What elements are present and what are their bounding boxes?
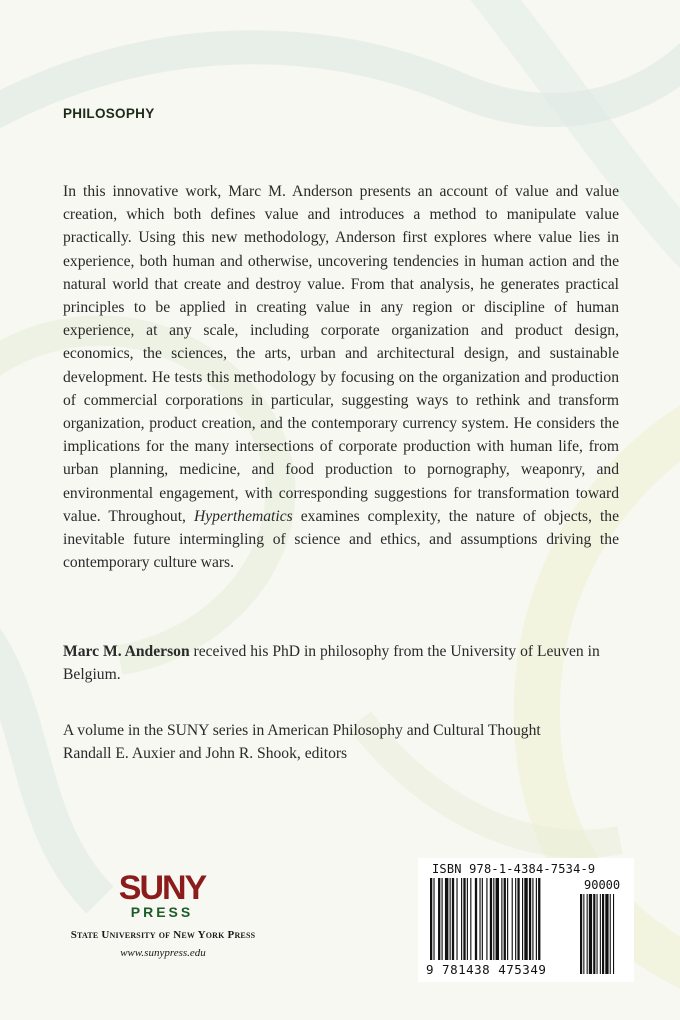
barcode-bar — [450, 878, 451, 960]
addon-bar — [610, 894, 611, 974]
barcode-bar — [463, 878, 465, 960]
author-bio — [63, 640, 619, 686]
addon-bar — [613, 894, 614, 974]
book-title: Hyperthematics — [193, 507, 293, 525]
addon-bar — [580, 894, 582, 974]
barcode-bar — [507, 878, 508, 960]
barcode-bar — [529, 878, 531, 960]
barcode-bar — [486, 878, 487, 960]
barcode-bar — [501, 878, 502, 960]
barcode-bar — [515, 878, 516, 960]
publisher-logo — [60, 870, 290, 970]
addon-bar — [593, 894, 595, 974]
addon-bar — [583, 894, 584, 974]
isbn-label: ISBN 978-1-4384-7534-9 — [432, 862, 596, 876]
addon-bar — [600, 894, 601, 974]
barcode-bar — [438, 878, 440, 960]
price-addon-code: 90000 — [584, 878, 621, 892]
author-name: Marc M. Anderson — [63, 643, 190, 660]
barcode-bar — [475, 878, 477, 960]
barcode-bar — [517, 878, 519, 960]
barcode-bar — [532, 878, 533, 960]
publisher-url: www.sunypress.edu — [120, 947, 206, 959]
barcode-bar — [538, 878, 540, 960]
addon-bar — [589, 894, 592, 974]
barcode-bar — [522, 878, 523, 960]
barcode-bar — [456, 878, 457, 960]
barcode-bar — [479, 878, 480, 960]
series-line: A volume in the SUNY series in American Philosophy and Cultural Thought — [63, 722, 541, 739]
addon-bar — [605, 894, 608, 974]
series-info — [63, 719, 623, 765]
barcode-bar — [512, 878, 513, 960]
ean-digits: 9 781438 475349 — [426, 962, 547, 977]
addon-bar — [597, 894, 598, 974]
category-label: PHILOSOPHY — [63, 106, 155, 121]
barcode-bar — [470, 878, 471, 960]
barcode-bar — [433, 878, 434, 960]
press-logo-word: PRESS — [130, 904, 194, 920]
barcode-bar — [452, 878, 454, 960]
publisher-name: State University of New York Press — [70, 929, 256, 941]
barcode-bar — [536, 878, 537, 960]
addon-bar — [602, 894, 604, 974]
series-editors: Randall E. Auxier and John R. Shook, editors — [63, 745, 348, 763]
barcode-bar — [482, 878, 483, 960]
barcode-bar — [524, 878, 527, 960]
isbn-barcode — [418, 858, 634, 982]
barcode-bar — [442, 878, 443, 960]
barcode-bar — [467, 878, 468, 960]
addon-bar — [587, 894, 588, 974]
barcode-bar — [445, 878, 448, 960]
barcode-bar — [430, 878, 432, 960]
description-text-part2: examines complexity, the nature of objects, the inevitable future intermingling of science and ethics, and assumptions driving the contemporary culture wars. — [63, 507, 619, 572]
description-text-part1: In this innovative work, Marc M. Anderson presents an account of value and value creation, which both defines value and introduces a method to manipulate value practically. Using this new methodology, Anderson first explores where value lies in experience, both human and otherwise, uncovering tendencies in human action and the natural world that create and destroy value. From that analysis, he generates practical principles to be applied in creating value in any region or discipline of human experience, at any scale, including corporate organization and product design, economics, the sciences, the arts, urban and architectural design, and sustainable development. He tests this methodology by focusing on the organization and production of commercial corporations in particular, suggesting ways to rethink and transform organization, product creation, and the contemporary currency system. He considers the implications for the many intersections of corporate production with human life, from urban planning, medicine, and food production to pornography, weaponry, and environmental engagement, with corresponding suggestions for transformation toward value. Throughout, — [63, 183, 619, 525]
barcode-bar — [504, 878, 506, 960]
barcode-bar — [496, 878, 499, 960]
suny-logo-word: SUNY — [118, 869, 206, 907]
author-bio-text: received his PhD in philosophy from the University of Leuven in Belgium. — [63, 643, 600, 684]
barcode-bar — [490, 878, 492, 960]
barcode-bar — [461, 878, 462, 960]
book-description — [63, 180, 619, 574]
barcode-bar — [493, 878, 494, 960]
